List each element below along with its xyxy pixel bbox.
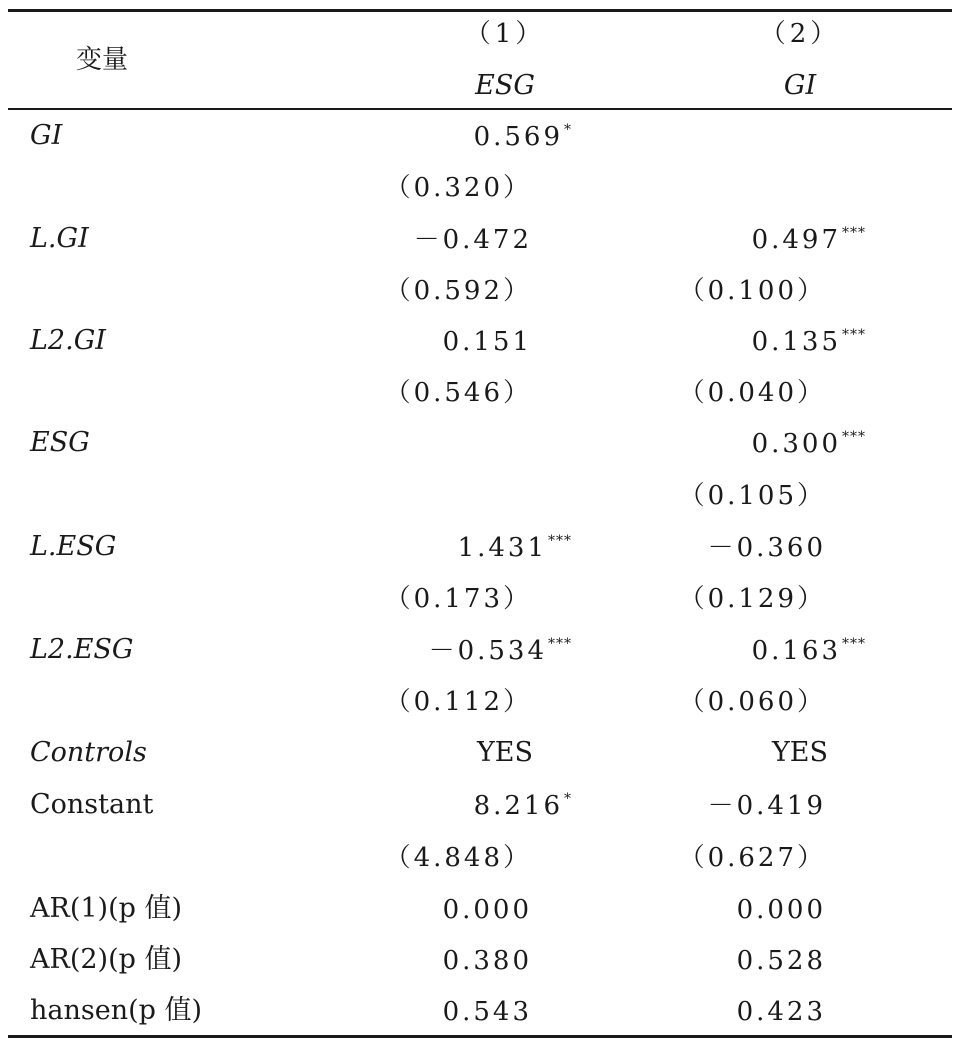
- se-constant-col1: （4.848）: [384, 843, 532, 873]
- top-rule: [8, 9, 952, 12]
- coef-value: 8.216: [473, 791, 563, 821]
- controls-col1: YES: [476, 737, 534, 768]
- significance-stars: *: [564, 791, 572, 807]
- variable-header: 变量: [76, 45, 129, 75]
- significance-stars: ***: [842, 225, 866, 241]
- hansen-col1: 0.543: [442, 997, 532, 1027]
- hansen-col2: 0.423: [736, 997, 826, 1027]
- coef-l-esg-col2: －0.360: [707, 533, 826, 563]
- row-label-l-esg: L.ESG: [30, 531, 117, 562]
- column-1-number: （1）: [464, 19, 546, 49]
- row-label-esg: ESG: [30, 427, 90, 458]
- coef-l2-esg-col2: [752, 638, 866, 664]
- coef-l2-gi-col2: [752, 329, 866, 355]
- significance-stars: ***: [842, 636, 866, 652]
- coef-value: 0.135: [751, 327, 841, 357]
- se-esg-col2: （0.105）: [678, 481, 826, 511]
- column-2-number: （2）: [759, 19, 841, 49]
- coef-l-gi-col1: －0.472: [413, 225, 532, 255]
- controls-col2: YES: [771, 737, 829, 768]
- se-l2-esg-col1: （0.112）: [384, 687, 532, 717]
- row-label-ar1: AR(1)(p 值): [30, 893, 183, 924]
- se-l2-gi-col1: （0.546）: [384, 378, 532, 408]
- coef-gi-col1: [474, 124, 572, 150]
- se-l-esg-col2: （0.129）: [678, 584, 826, 614]
- coef-value: 0.569: [473, 122, 563, 152]
- coef-l2-gi-col1: 0.151: [442, 327, 532, 357]
- se-l2-gi-col2: （0.040）: [678, 378, 826, 408]
- significance-stars: ***: [842, 429, 866, 445]
- significance-stars: ***: [842, 327, 866, 343]
- significance-stars: ***: [548, 533, 572, 549]
- header-rule: [8, 108, 952, 110]
- coef-constant-col1: [474, 793, 572, 819]
- coef-value: 0.300: [751, 429, 841, 459]
- se-gi-col1: （0.320）: [384, 173, 532, 203]
- row-label-constant: Constant: [30, 789, 154, 820]
- bottom-rule: [8, 1035, 952, 1038]
- coef-value: 1.431: [457, 533, 547, 563]
- row-label-l2-esg: L2.ESG: [30, 634, 134, 665]
- coef-l-esg-col1: [458, 535, 572, 561]
- significance-stars: *: [564, 122, 572, 138]
- se-l2-esg-col2: （0.060）: [678, 687, 826, 717]
- ar1-col1: 0.000: [442, 895, 532, 925]
- ar2-col2: 0.528: [736, 946, 826, 976]
- coef-value: －0.534: [428, 636, 547, 666]
- column-2-name: GI: [783, 70, 817, 101]
- se-constant-col2: （0.627）: [678, 843, 826, 873]
- se-l-esg-col1: （0.173）: [384, 584, 532, 614]
- coef-l-gi-col2: [752, 227, 866, 253]
- ar2-col1: 0.380: [442, 946, 532, 976]
- coef-esg-col2: [752, 431, 866, 457]
- column-1-name: ESG: [475, 70, 535, 101]
- ar1-col2: 0.000: [736, 895, 826, 925]
- row-label-controls: Controls: [30, 737, 147, 768]
- coef-value: 0.497: [751, 225, 841, 255]
- row-label-gi: GI: [30, 120, 63, 151]
- coef-l2-esg-col1: [429, 638, 572, 664]
- se-l-gi-col2: （0.100）: [678, 276, 826, 306]
- row-label-l-gi: L.GI: [30, 223, 89, 254]
- coef-constant-col2: －0.419: [707, 791, 826, 821]
- row-label-hansen: hansen(p 值): [30, 995, 203, 1026]
- row-label-ar2: AR(2)(p 值): [30, 944, 183, 975]
- coef-value: 0.163: [751, 636, 841, 666]
- significance-stars: ***: [548, 636, 572, 652]
- se-l-gi-col1: （0.592）: [384, 276, 532, 306]
- row-label-l2-gi: L2.GI: [30, 325, 106, 356]
